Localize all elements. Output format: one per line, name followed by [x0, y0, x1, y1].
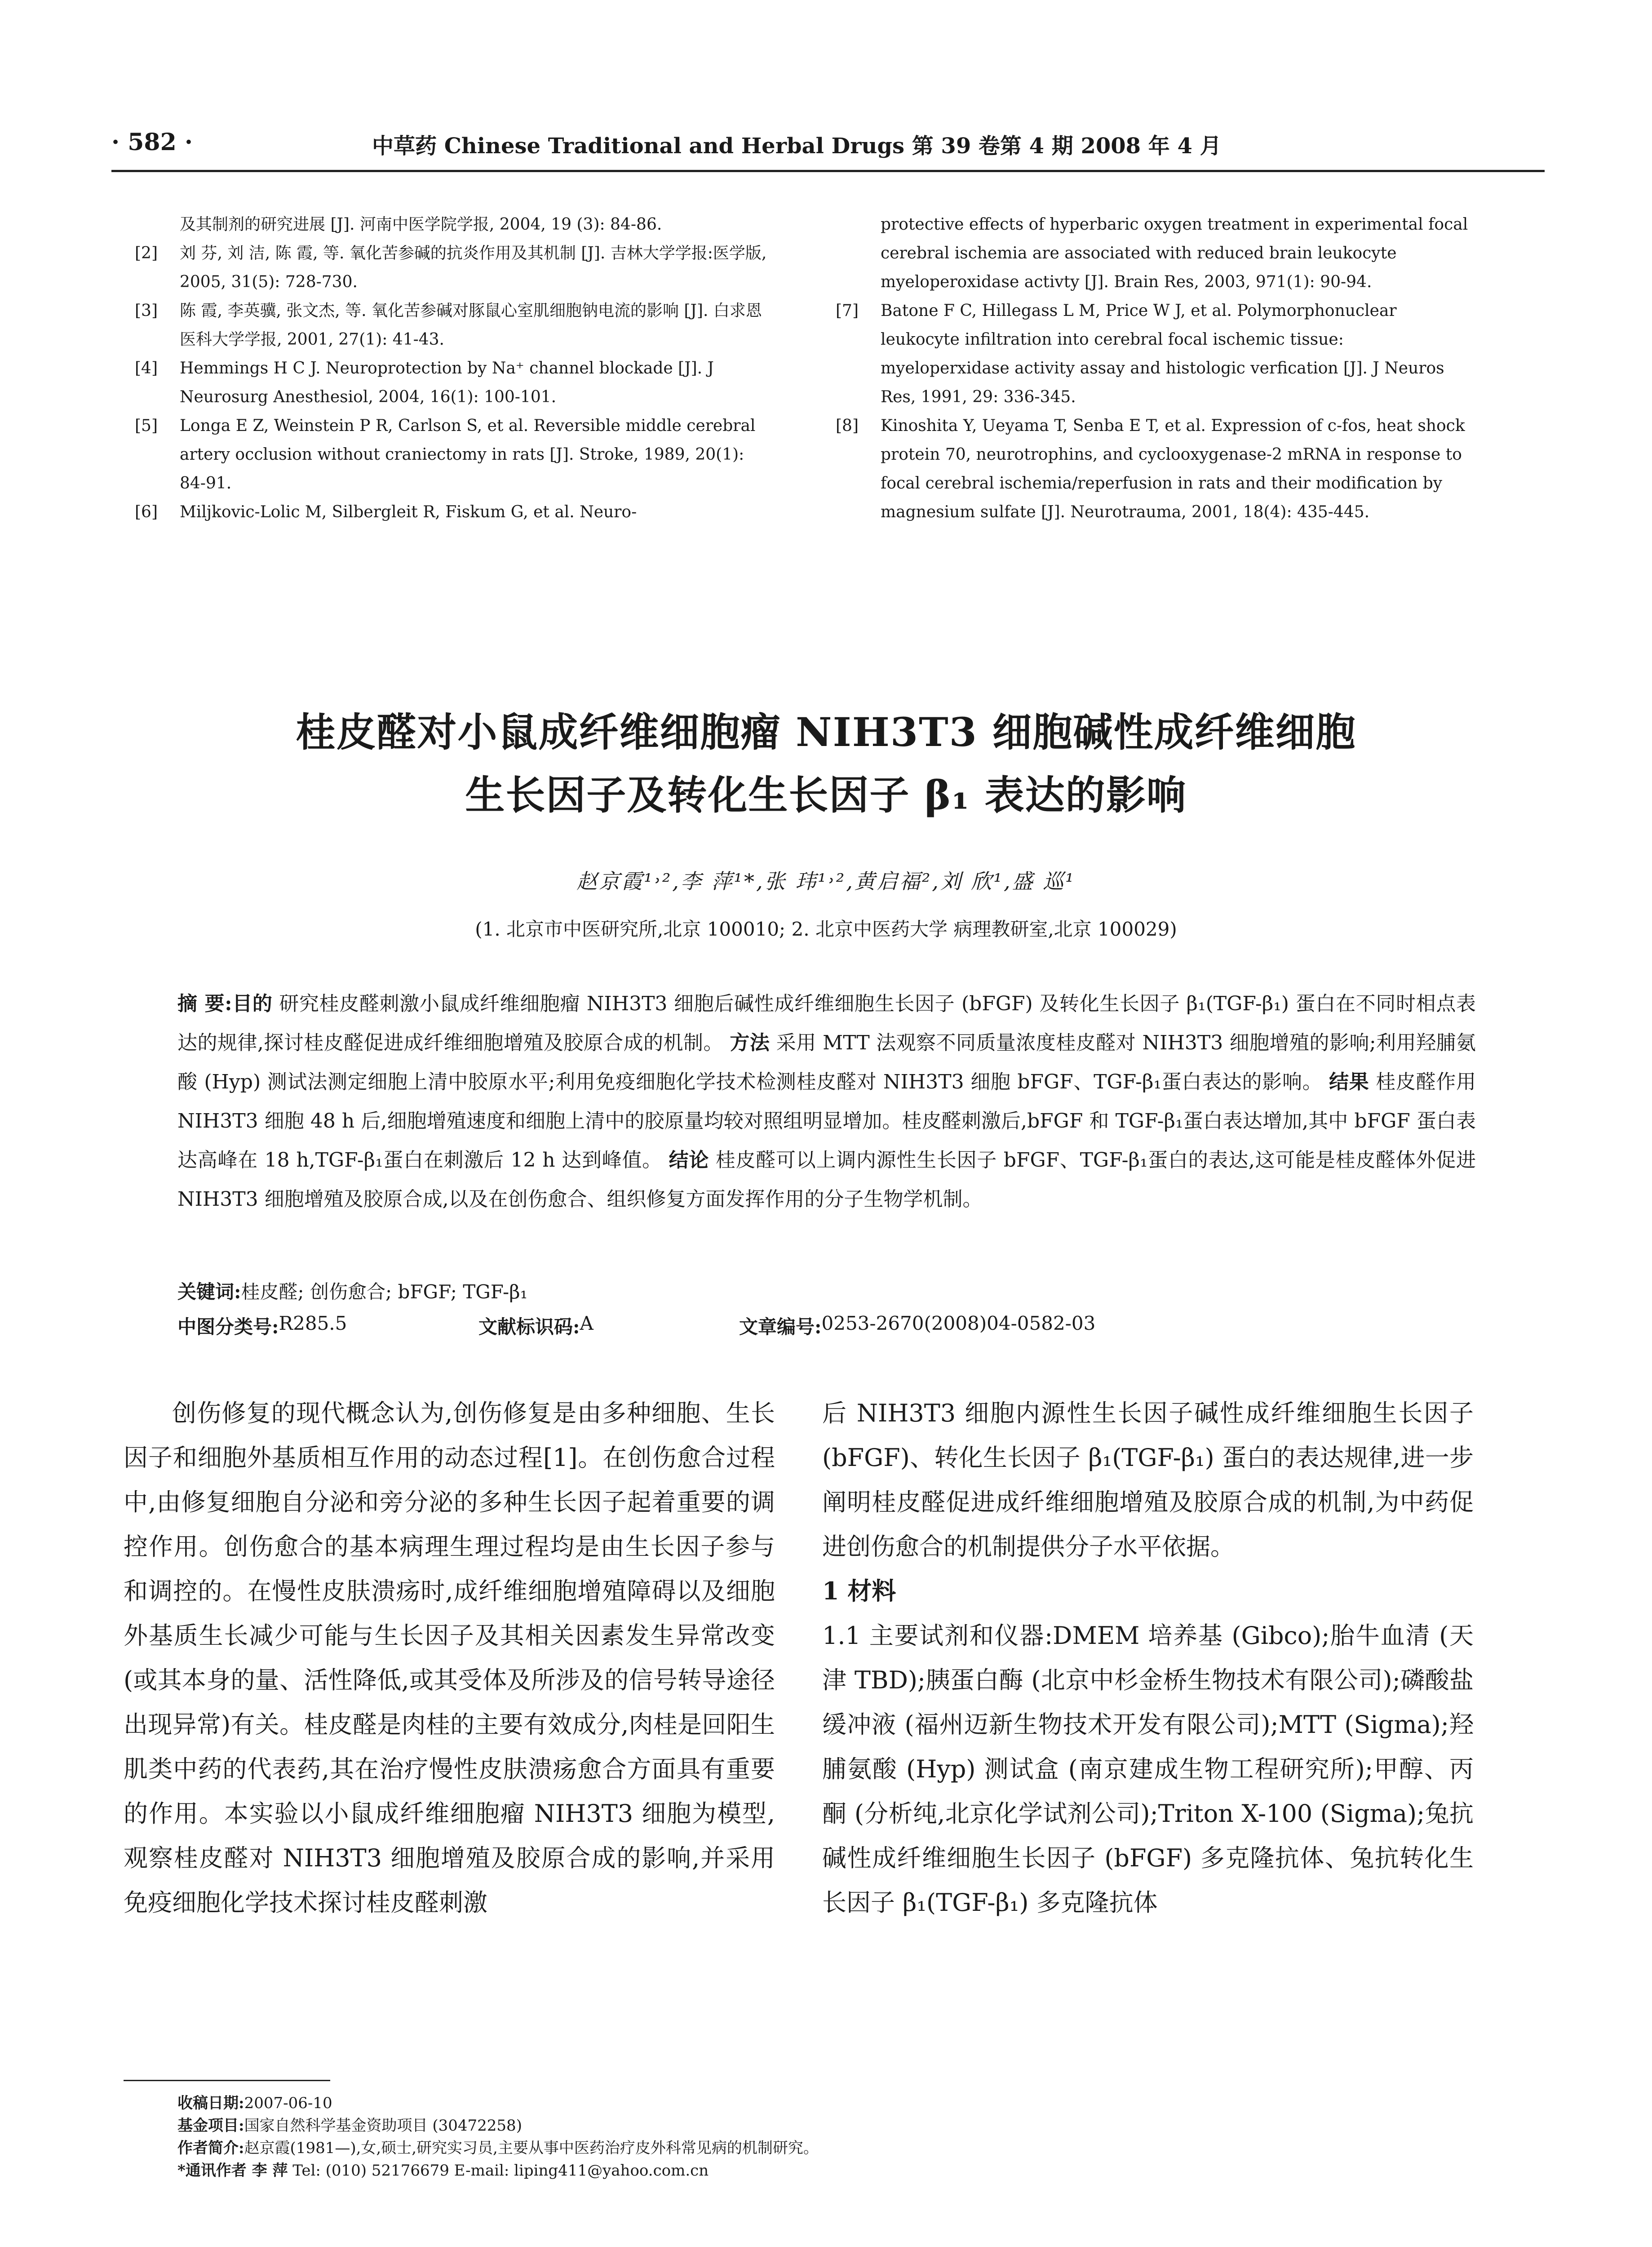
footnote-received — [177, 2092, 1480, 2114]
reference-entry — [822, 412, 1474, 527]
abstract-conclusion-label: 结论 — [669, 1149, 709, 1172]
subsection-reagents: 1.1 主要试剂和仪器:DMEM 培养基 (Gibco);胎牛血清 (天津 TBD);胰蛋白酶 (北京中杉金桥生物技术有限公司);磷酸盐缓冲液 (福州迈新生物技术开发有限公司);MTT (Sigma);羟脯氨酸 (Hyp) 测试盒 (南京建成生物工程研究所);甲醇、丙酮 (分析纯,北京化学试剂公司);Triton X-100 (Sigma);兔抗碱性成纤维细胞生长因子 (bFGF) 多克隆抗体、兔抗转化生长因子 β₁(TGF-β₁) 多克隆抗体 — [822, 1621, 1474, 1917]
page-number: · 582 · — [111, 129, 193, 156]
footnotes — [177, 2092, 1480, 2182]
running-header — [111, 129, 1545, 164]
reference-number: [5] — [135, 417, 158, 435]
document-code-value: A — [580, 1312, 593, 1334]
abstract-result-label: 结果 — [1329, 1070, 1369, 1093]
references-left-column — [121, 210, 773, 527]
reference-text: Kinoshita Y, Ueyama T, Senba E T, et al. Expression of c-fos, heat shock protein 70, neurotrophins, and cyclooxygenase-2 mRNA in response to focal cerebral ischemia/reperfusion in rats and their modification by magnesium sulfate [J]. Neurotrauma, 2001, 18(4): 435-445. — [881, 417, 1465, 521]
abstract-label: 摘 要: — [177, 992, 232, 1015]
reference-entry — [822, 210, 1474, 297]
footnote-rule — [124, 2080, 330, 2081]
footnote-label: 基金项目: — [177, 2117, 244, 2135]
footnote-label: 作者简介: — [177, 2139, 244, 2157]
reference-text: protective effects of hyperbaric oxygen treatment in experimental focal cerebral ischemia are associated with reduced brain leukocyte myeloperoxidase activty [J]. Brain Res, 2003, 971(1): 90-94. — [881, 215, 1468, 291]
clc-number — [177, 1312, 347, 1339]
abstract — [177, 984, 1476, 1219]
article-title-line-2: 生长因子及转化生长因子 β₁ 表达的影响 — [465, 772, 1187, 818]
reference-entry — [121, 297, 773, 354]
footnote-text: 2007-06-10 — [244, 2094, 332, 2112]
reference-entry — [121, 239, 773, 297]
body-right-column — [822, 1391, 1474, 1925]
header-rule — [111, 170, 1545, 172]
reference-number: [8] — [836, 417, 859, 435]
clc-label: 中图分类号: — [177, 1316, 279, 1338]
references-right-column — [822, 210, 1474, 527]
abstract-result: 桂皮醛作用 NIH3T3 细胞 48 h 后,细胞增殖速度和细胞上清中的胶原量均较对照组明显增加。桂皮醛刺激后,bFGF 和 TGF-β₁蛋白表达增加,其中 bFGF 蛋白表达高峰在 18 h,TGF-β₁蛋白在刺激后 12 h 达到峰值。 — [177, 1070, 1476, 1172]
reference-number: [3] — [135, 302, 158, 320]
reference-entry — [121, 498, 773, 527]
body-left-column — [124, 1391, 775, 1925]
document-code-label: 文献标识码: — [478, 1316, 580, 1338]
footnote-text: 赵京霞(1981—),女,硕士,研究实习员,主要从事中医药治疗皮外科常见病的机制研究。 — [244, 2139, 819, 2157]
reference-entry — [121, 210, 773, 239]
footnote-funding — [177, 2114, 1480, 2137]
abstract-purpose: 研究桂皮醛刺激小鼠成纤维细胞瘤 NIH3T3 细胞后碱性成纤维细胞生长因子 (bFGF) 及转化生长因子 β₁(TGF-β₁) 蛋白在不同时相点表达的规律,探讨桂皮醛促进成纤维细胞增殖及胶原合成的机制。 — [177, 992, 1476, 1054]
reference-number: [7] — [836, 302, 859, 320]
footnote-corresponding-author — [177, 2159, 1480, 2182]
reference-text: 及其制剂的研究进展 [J]. 河南中医学院学报, 2004, 19 (3): 84-86. — [180, 215, 662, 234]
reference-text: Batone F C, Hillegass L M, Price W J, et al. Polymorphonuclear leukocyte infiltration into cerebral focal ischemic tissue: myeloperxidase activity assay and histologic verfication [J]. J Neuros Res, 1991, 29: 336-345. — [881, 302, 1444, 406]
footnote-label: 收稿日期: — [177, 2094, 244, 2112]
clc-value: R285.5 — [279, 1312, 347, 1334]
article-number-value: 0253-2670(2008)04-0582-03 — [821, 1312, 1096, 1334]
article-number — [739, 1312, 1096, 1339]
keywords — [177, 1277, 1476, 1304]
reference-text: 刘 芬, 刘 洁, 陈 霞, 等. 氧化苦参碱的抗炎作用及其机制 [J]. 吉林大学学报:医学版, 2005, 31(5): 728-730. — [180, 244, 767, 291]
footnote-text: 国家自然科学基金资助项目 (30472258) — [244, 2117, 522, 2135]
reference-text: Hemmings H C J. Neuroprotection by Na⁺ channel blockade [J]. J Neurosurg Anesthesiol, 2004, 16(1): 100-101. — [180, 359, 714, 406]
classification-line — [177, 1312, 1476, 1339]
abstract-conclusion: 桂皮醛可以上调内源性生长因子 bFGF、TGF-β₁蛋白的表达,这可能是桂皮醛体外促进 NIH3T3 细胞增殖及胶原合成,以及在创伤愈合、组织修复方面发挥作用的分子生物学机制。 — [177, 1149, 1476, 1211]
author-list: 赵京霞¹˒²,李 萍¹*,张 玮¹˒²,黄启福²,刘 欣¹,盛 巡¹ — [576, 869, 1076, 893]
reference-text: 陈 霞, 李英骥, 张文杰, 等. 氧化苦参碱对豚鼠心室肌细胞钠电流的影响 [J]. 白求恩医科大学学报, 2001, 27(1): 41-43. — [180, 302, 762, 349]
abstract-purpose-label: 目的 — [232, 992, 273, 1015]
author-affiliations: (1. 北京市中医研究所,北京 100010; 2. 北京中医药大学 病理教研室,北京 100029) — [475, 918, 1177, 940]
reference-text: Miljkovic-Lolic M, Silbergleit R, Fiskum G, et al. Neuro- — [180, 503, 637, 521]
reference-text: Longa E Z, Weinstein P R, Carlson S, et al. Reversible middle cerebral artery occlusion without craniectomy in rats [J]. Stroke, 1989, 20(1): 84-91. — [180, 417, 756, 493]
footnote-text: Tel: (010) 52176679 E-mail: liping411@yahoo.com.cn — [292, 2162, 709, 2180]
intro-paragraph-continued: 后 NIH3T3 细胞内源性生长因子碱性成纤维细胞生长因子 (bFGF)、转化生长因子 β₁(TGF-β₁) 蛋白的表达规律,进一步阐明桂皮醛促进成纤维细胞增殖及胶原合成的机制,为中药促进创伤愈合的机制提供分子水平依据。 — [822, 1399, 1474, 1561]
keywords-label: 关键词: — [177, 1281, 241, 1303]
reference-entry — [121, 412, 773, 498]
keywords-text: 桂皮醛; 创伤愈合; bFGF; TGF-β₁ — [241, 1281, 528, 1303]
reference-entry — [822, 297, 1474, 412]
article-title-line-1: 桂皮醛对小鼠成纤维细胞瘤 NIH3T3 细胞碱性成纤维细胞 — [296, 709, 1356, 755]
reference-entry — [121, 354, 773, 412]
abstract-method-label: 方法 — [730, 1031, 770, 1054]
article-number-label: 文章编号: — [739, 1316, 822, 1338]
section-heading-materials: 1 材料 — [822, 1576, 896, 1605]
footnote-author-bio — [177, 2137, 1480, 2159]
footnote-label: *通讯作者 李 萍 — [177, 2162, 288, 2180]
reference-number: [6] — [135, 503, 158, 521]
document-code — [478, 1312, 593, 1339]
reference-number: [2] — [135, 244, 158, 262]
abstract-method: 采用 MTT 法观察不同质量浓度桂皮醛对 NIH3T3 细胞增殖的影响;利用羟脯氨酸 (Hyp) 测试法测定细胞上清中胶原水平;利用免疫细胞化学技术检测桂皮醛对 NIH3T3 细胞 bFGF、TGF-β₁蛋白表达的影响。 — [177, 1031, 1476, 1093]
journal-name: 中草药 Chinese Traditional and Herbal Drugs 第 39 卷第 4 期 2008 年 4 月 — [372, 133, 1222, 159]
intro-paragraph: 创伤修复的现代概念认为,创伤修复是由多种细胞、生长因子和细胞外基质相互作用的动态过程[1]。在创伤愈合过程中,由修复细胞自分泌和旁分泌的多种生长因子起着重要的调控作用。创伤愈合的基本病理生理过程均是由生长因子参与和调控的。在慢性皮肤溃疡时,成纤维细胞增殖障碍以及细胞外基质生长减少可能与生长因子及其相关因素发生异常改变(或其本身的量、活性降低,或其受体及所涉及的信号转导途径出现异常)有关。桂皮醛是肉桂的主要有效成分,肉桂是回阳生肌类中药的代表药,其在治疗慢性皮肤溃疡愈合方面具有重要的作用。本实验以小鼠成纤维细胞瘤 NIH3T3 细胞为模型,观察桂皮醛对 NIH3T3 细胞增殖及胶原合成的影响,并采用免疫细胞化学技术探讨桂皮醛刺激 — [124, 1399, 775, 1917]
reference-number: [4] — [135, 359, 158, 377]
